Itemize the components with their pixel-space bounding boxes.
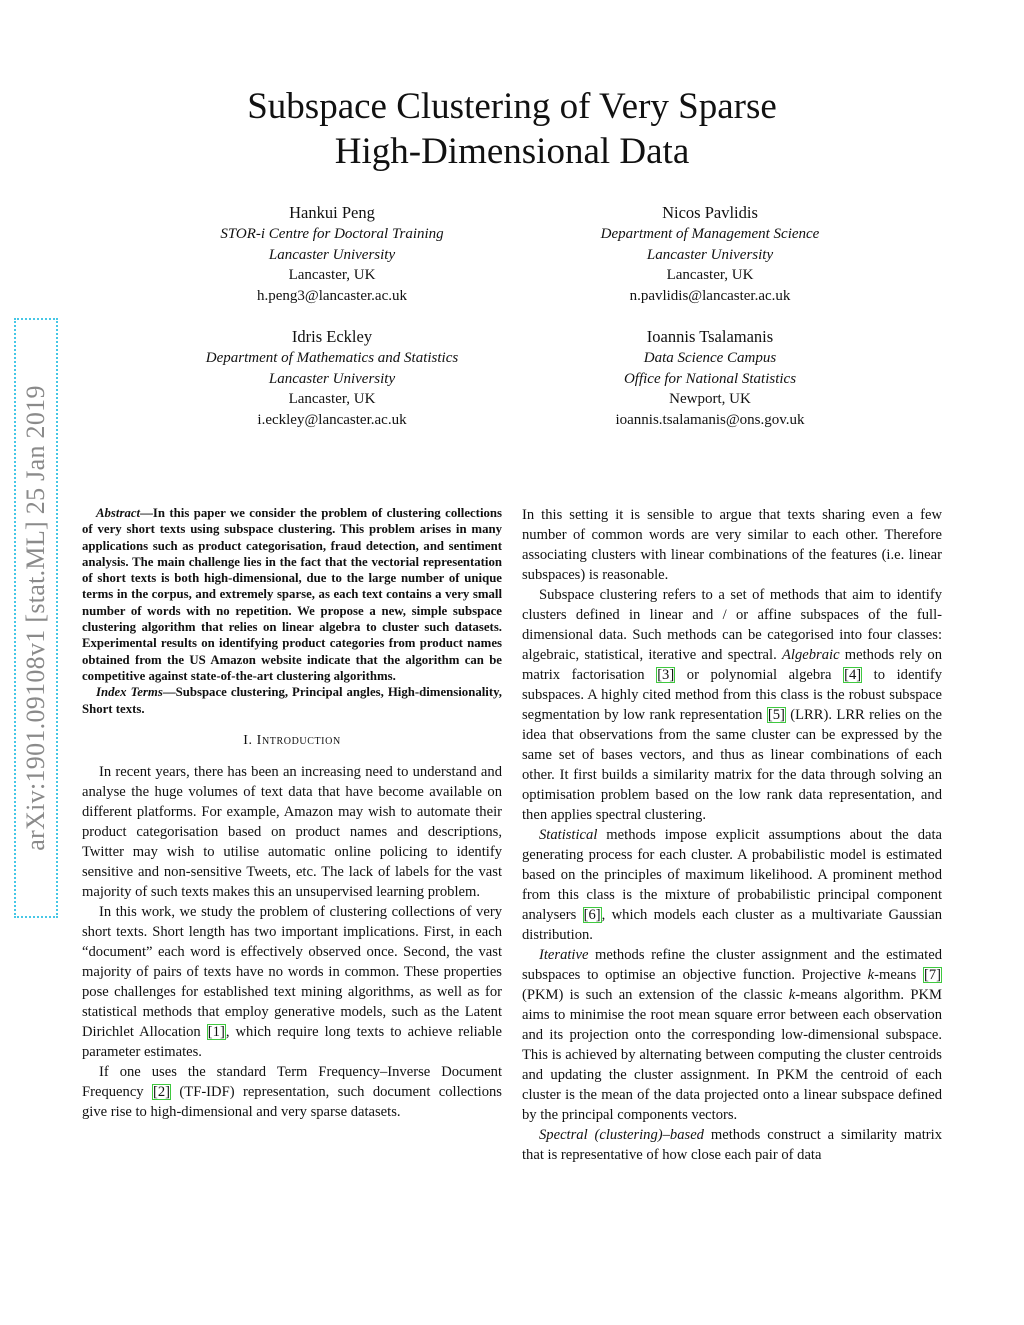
author-email: n.pavlidis@lancaster.ac.uk: [629, 287, 791, 304]
title-line-2: High-Dimensional Data: [334, 131, 690, 172]
author-affiliation: STOR-i Centre for Doctoral Training: [220, 226, 444, 242]
author-location: Lancaster, UK: [288, 391, 376, 408]
author-institution: Office for National Statistics: [623, 370, 797, 387]
right-paragraph-iterative: [522, 945, 942, 1125]
algebraic-text-d: (LRR). LRR relies on the idea that observations from the same cluster can be expressed by the same set of bases vectors, and thus as linear combinations of each other. It first builds a similarity matrix for the data through solving an optimisation problem based on the low rank data representation, and then applies spectral clustering.: [522, 707, 942, 823]
author-location: Lancaster, UK: [666, 267, 754, 284]
author-block-3: [172, 326, 492, 430]
abstract-text: —In this paper we consider the problem of clustering collections of very short texts using subspace clustering. This problem arises in many applications such as product categorisation, fraud detection, and sentiment analysis. The main challenge lies in the fact that the vectorial representation of short texts is both high-dimensional, due to the large number of unique terms in the corpus, and extremely sparse, as each text contains a very small number of words with no repetition. We propose a new, simple subspace clustering algorithm that relies on linear algebra to cluster such datasets. Experimental results on identifying product categories from product names obtained from the US Amazon website indicate that the algorithm can be competitive against state-of-the-art clustering algorithms.: [82, 506, 502, 683]
iterative-text-c: (PKM) is such an extension of the classic: [522, 987, 789, 1003]
iterative-text-d: -means algorithm. PKM aims to minimise the root mean square error between each observation and its projection onto the corresponding low-dimensional subspace. This is achieved by alternating between computing the cluster centroids and updating the cluster assignment. In PKM the centroid of each cluster is the mean of the data projected onto a linear subspace defined by the principal components vectors.: [522, 987, 942, 1123]
author-location: Lancaster, UK: [288, 267, 376, 284]
title-line-1: Subspace Clustering of Very Sparse: [247, 86, 777, 127]
author-block-1: [172, 202, 492, 306]
iterative-text-a: methods refine the cluster assignment and the estimated subspaces to optimise an objective function. Projective: [522, 947, 942, 983]
author-name: Idris Eckley: [291, 327, 373, 346]
author-affiliation: Department of Management Science: [600, 226, 820, 242]
author-location: Newport, UK: [669, 391, 751, 408]
author-name: Hankui Peng: [289, 203, 375, 222]
statistical-text-b: , which models each cluster as a multivariate Gaussian distribution.: [522, 907, 942, 943]
citation-link-3[interactable]: [3]: [657, 667, 675, 683]
algebraic-term: Algebraic: [782, 647, 840, 663]
intro-paragraph-3-text-end: (TF-IDF) representation, such document collections give rise to high-dimensional and very sparse datasets.: [82, 1083, 502, 1120]
citation-link-6[interactable]: [6]: [583, 907, 601, 923]
statistical-text-a: methods impose explicit assumptions about the data generating process for each cluster. A probabilistic model is estimated based on the principles of maximum likelihood. A prominent method from this class is the mixture of probabilistic principal component analysers: [522, 827, 942, 923]
section-heading-introduction: I. Introduction: [243, 732, 341, 748]
algebraic-text-b: or polynomial algebra: [675, 667, 844, 683]
spectral-term: Spectral (clustering)–based: [539, 1127, 704, 1143]
math-k: k: [788, 987, 796, 1003]
intro-paragraph-3-text: If one uses the standard Term Frequency–Inverse Document Frequency: [82, 1063, 502, 1100]
author-email: ioannis.tsalamanis@ons.gov.uk: [615, 411, 805, 428]
intro-paragraph-2-text: In this work, we study the problem of clustering collections of very short texts. Short length has two important implications. First, in each “document” each word is effectively observed once. Second, the vast majority of pairs of texts have no words in common. These properties pose challenges for established text mining algorithms, as well as for statistical methods that employ generative models, such as the Latent Dirichlet Allocation: [82, 903, 502, 1040]
author-affiliation: Data Science Campus: [643, 350, 777, 366]
intro-paragraph-3: [82, 1062, 502, 1122]
author-institution: Lancaster University: [646, 246, 774, 263]
citation-link-5[interactable]: [5]: [767, 707, 785, 723]
arxiv-identifier-sidebar: [14, 318, 58, 918]
algebraic-text-a: methods rely on matrix factorisation: [522, 647, 943, 683]
iterative-term: Iterative: [539, 947, 589, 963]
index-terms-text: —Subspace clustering, Principal angles, High-dimensionality, Short texts.: [82, 685, 502, 716]
citation-link-4[interactable]: [4]: [844, 667, 862, 683]
citation-link-7[interactable]: [7]: [923, 967, 941, 983]
iterative-text-b: -means: [874, 967, 923, 983]
author-institution: Lancaster University: [268, 370, 396, 387]
author-block-2: [550, 202, 870, 306]
right-column: [522, 505, 942, 1165]
author-email: h.peng3@lancaster.ac.uk: [256, 287, 407, 304]
author-institution: Lancaster University: [268, 246, 396, 263]
spectral-text: methods construct a similarity matrix that is representative of how close each pair of data: [522, 1127, 942, 1163]
arxiv-identifier: arXiv:1901.09108v1 [stat.ML] 25 Jan 2019: [21, 385, 51, 851]
intro-paragraph-1: In recent years, there has been an increasing need to understand and analyse the huge volumes of text data that have become available on different platforms. For example, Amazon may wish to automate their product categorisation based on product names and descriptions, Twitter may wish to utilise automatic online policing to identify sensitive and non-sensitive Tweets, etc. The lack of labels for the vast majority of such texts makes this an unsupervised learning problem.: [82, 763, 502, 900]
author-email: i.eckley@lancaster.ac.uk: [257, 411, 407, 428]
subspace-intro-text: Subspace clustering refers to a set of methods that aim to identify clusters defined in linear and / or affine subspaces of the full-dimensional data. Such methods can be categorised into four classes: algebraic, statistical, iterative and spectral.: [522, 587, 942, 663]
author-block-4: [550, 326, 870, 430]
abstract: [82, 505, 502, 684]
algebraic-text-c: to identify subspaces. A highly cited method from this class is the robust subspace segmentation by low rank representation: [522, 667, 942, 723]
index-terms-label: Index Terms: [96, 685, 163, 700]
paper-title: [150, 84, 874, 174]
author-name: Nicos Pavlidis: [662, 203, 758, 222]
math-k: k: [867, 967, 875, 983]
statistical-term: Statistical: [539, 827, 598, 843]
intro-paragraph-2-text-end: , which require long texts to achieve reliable parameter estimates.: [82, 1023, 502, 1060]
right-paragraph-continuation: In this setting it is sensible to argue that texts sharing even a few number of common words are very similar to each other. Therefore associating clusters with linear combinations of the features (i.e. linear subspaces) is reasonable.: [522, 507, 942, 583]
author-affiliation: Department of Mathematics and Statistics: [205, 350, 459, 366]
index-terms: [82, 684, 502, 717]
right-paragraph-subspace: [522, 585, 942, 825]
author-name: Ioannis Tsalamanis: [646, 327, 774, 346]
abstract-label: Abstract: [96, 506, 141, 520]
citation-link-2[interactable]: [2]: [153, 1083, 171, 1100]
citation-link-1[interactable]: [1]: [207, 1023, 225, 1040]
intro-paragraph-2: [82, 902, 502, 1062]
right-paragraph-statistical: [522, 825, 942, 945]
right-paragraph-spectral: [522, 1125, 942, 1165]
left-column: [82, 505, 502, 1122]
